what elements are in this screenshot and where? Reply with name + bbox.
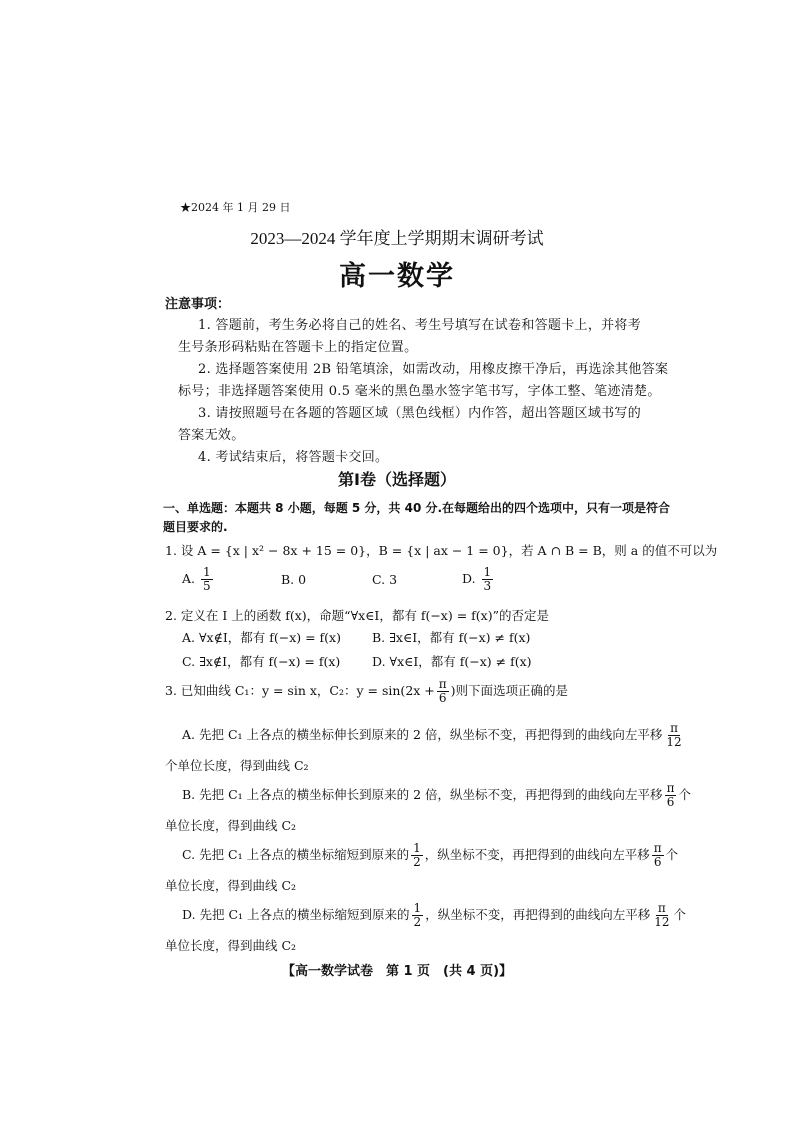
section-title: 第Ⅰ卷（选择题） [338,470,456,489]
q3-option-a-line-2: 个单位长度，得到曲线 C₂ [165,758,309,773]
q3-stem-part-a: 3. 已知曲线 C₁：y = sin x，C₂：y = sin(2x + [165,683,435,698]
q3-option-c-num: π [653,841,662,855]
q1-option-c: C. 3 [372,572,398,587]
q2-option-b: B. ∃x∈I，都有 f(−x) ≠ f(x) [372,630,531,645]
notice-item-1-line-1: 1. 答题前，考生务必将自己的姓名、考生号填写在试卷和答题卡上，并将考 [198,318,642,333]
exam-date: ★2024 年 1 月 29 日 [180,201,291,214]
q1-stem: 1. 设 A = {x | x² − 8x + 15 = 0}，B = {x | ax − 1 = 0}，若 A ∩ B = B，则 a 的值不可以为 [165,543,718,558]
q3-option-b-line-1 [182,782,691,809]
q3-option-b-num: π [666,781,675,795]
q3-option-b-line-2: 单位长度，得到曲线 C₂ [165,818,297,833]
q2-option-d: D. ∀x∈I，都有 f(−x) ≠ f(x) [372,654,532,669]
subject-title: 高一数学 [339,261,455,292]
q3-option-c-half-den: 2 [413,855,421,869]
section-intro-line-2: 题目要求的. [163,520,228,534]
q1-option-a-label: A. [182,571,196,586]
notice-item-3-line-2: 答案无效。 [178,428,245,443]
q3-option-c-half-num: 1 [413,841,421,855]
q1-option-a-fraction [201,566,213,593]
q3-option-a-fraction [664,722,683,749]
q3-option-a-num: π [670,721,678,735]
q3-option-c-text-a: C. 先把 C₁ 上各点的横坐标缩短到原来的 [182,847,410,862]
notice-item-1-line-2: 生号条形码粘贴在答题卡上的指定位置。 [178,340,418,355]
q1-option-d [462,566,495,593]
q3-option-c-line-2: 单位长度，得到曲线 C₂ [165,878,297,893]
q1-option-d-label: D. [462,571,476,586]
q3-option-b-den: 6 [666,795,675,809]
notice-item-3-line-1: 3. 请按照题号在各题的答题区域（黑色线框）内作答，超出答题区域书写的 [198,406,642,421]
q1-option-a-num: 1 [203,565,211,579]
q3-option-b-fraction [665,782,677,809]
q3-option-d-line-2: 单位长度，得到曲线 C₂ [165,938,297,953]
q3-stem-fraction [437,678,449,705]
notice-heading: 注意事项： [165,297,231,312]
page-footer: 【高一数学试卷 第 1 页 (共 4 页)】 [281,964,513,979]
notice-item-2-line-1: 2. 选择题答案使用 2B 铅笔填涂，如需改动，用橡皮擦干净后，再选涂其他答案 [198,362,669,377]
section-intro-line-1: 一、单选题：本题共 8 小题，每题 5 分，共 40 分.在每题给出的四个选项中，只有一项是符合 [163,501,671,515]
q1-option-d-fraction [482,566,494,593]
q3-option-d-line-1 [182,902,686,929]
q3-option-c-line-1 [182,842,678,869]
q3-option-d-tail: 个 [673,907,686,922]
q2-option-a: A. ∀x∉I，都有 f(−x) = f(x) [182,630,341,645]
q3-option-a-line-1 [182,722,686,749]
notice-item-4: 4. 考试结束后，将答题卡交回。 [198,450,389,465]
q1-option-a-den: 5 [203,579,211,593]
q1-option-a [182,566,215,593]
q3-option-c-fraction [652,842,664,869]
q3-option-d-half-den: 2 [413,915,422,929]
q3-stem [165,678,568,705]
q3-option-d-half-num: 1 [413,901,422,915]
q3-stem-part-b: )则下面选项正确的是 [450,683,569,698]
q3-option-d-text-b: ，纵坐标不变，再把得到的曲线向左平移 [425,907,651,922]
q3-option-c-tail: 个 [665,847,679,862]
q1-option-d-den: 3 [483,579,492,593]
q3-option-d-text-a: D. 先把 C₁ 上各点的横坐标缩短到原来的 [182,907,410,922]
q3-option-c-text-b: ，纵坐标不变，再把得到的曲线向左平移 [424,847,650,862]
q3-option-d-half [412,902,424,929]
notice-item-2-line-2: 标号；非选择题答案使用 0.5 毫米的黑色墨水签字笔书写，字体工整、笔迹清楚。 [178,384,661,399]
q3-stem-frac-num: π [438,677,447,691]
q3-option-d-num: π [657,901,666,915]
q3-option-c-half [411,842,423,869]
q3-option-d-den: 12 [654,915,670,929]
q3-option-b-tail: 个 [678,787,691,802]
exam-title: 2023—2024 学年度上学期期末调研考试 [250,229,544,248]
q2-stem: 2. 定义在 I 上的函数 f(x)，命题“∀x∈I，都有 f(−x) = f(x)”的否定是 [165,608,549,623]
q3-option-b-text: B. 先把 C₁ 上各点的横坐标伸长到原来的 2 倍，纵坐标不变，再把得到的曲线向左平移 [182,787,663,802]
q3-option-a-den: 12 [666,735,682,749]
q2-option-c: C. ∃x∉I，都有 f(−x) = f(x) [182,654,341,669]
q1-option-b: B. 0 [281,572,307,587]
q3-option-d-fraction [652,902,671,929]
q1-option-d-num: 1 [483,565,492,579]
q3-option-c-den: 6 [653,855,662,869]
q3-option-a-text: A. 先把 C₁ 上各点的横坐标伸长到原来的 2 倍，纵坐标不变，再把得到的曲线向左平移 [182,727,663,742]
q3-stem-frac-den: 6 [438,691,447,705]
